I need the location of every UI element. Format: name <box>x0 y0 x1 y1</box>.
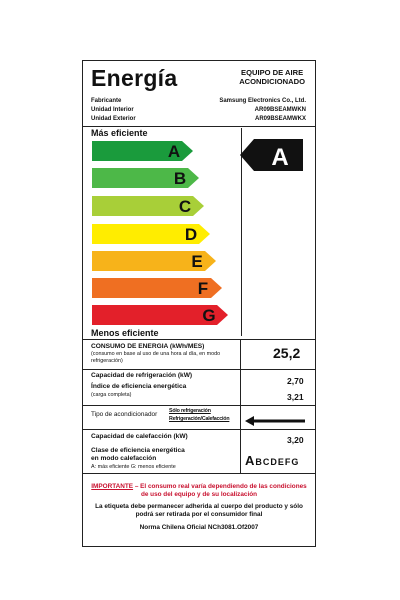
divider <box>83 126 315 127</box>
important-lead: IMPORTANTE <box>91 483 134 490</box>
heating-class-rating: A <box>245 453 256 468</box>
heating-class-scale <box>245 452 299 470</box>
least-efficient-label: Menos eficiente <box>91 328 159 338</box>
bar-letter-g: G <box>202 306 216 325</box>
norm-reference: Norma Chilena Oficial NCh3081.Of2007 <box>139 524 259 531</box>
type-option-cooling-heating: Refrigeración/Calefacción <box>169 416 230 422</box>
divider <box>83 369 315 370</box>
efficiency-index-note: (carga completa) <box>91 392 132 398</box>
label-title: Energía <box>91 65 178 91</box>
manufacturer-value: Samsung Electronics Co., Ltd. <box>219 98 306 104</box>
equipment-type-line1: EQUIPO DE AIRE <box>241 68 304 77</box>
most-efficient-label: Más eficiente <box>91 128 148 138</box>
energy-label <box>82 60 316 547</box>
heating-class-note: A: más eficiente G: menos eficiente <box>91 464 176 470</box>
efficiency-bar-c <box>92 196 205 216</box>
efficiency-bar-g <box>92 305 229 325</box>
efficiency-bar-e <box>92 251 217 271</box>
outdoor-unit-label: Unidad Exterior <box>91 116 136 122</box>
conditioner-type-label: Tipo de acondicionador <box>91 411 158 418</box>
bar-letter-a: A <box>167 142 181 161</box>
indoor-unit-value: AR09BSEAMWKN <box>254 107 306 113</box>
cell-divider <box>240 369 241 405</box>
indoor-unit-label: Unidad Interior <box>91 107 134 113</box>
efficiency-index-value: 3,21 <box>287 392 304 402</box>
bar-letter-d: D <box>184 225 198 244</box>
equipment-type <box>239 68 305 86</box>
efficiency-index-label: Índice de eficiencia energética <box>91 383 187 390</box>
divider <box>83 405 315 406</box>
bar-letter-b: B <box>173 169 187 188</box>
equipment-type-line2: ACONDICIONADO <box>239 77 305 86</box>
divider <box>83 429 315 430</box>
heating-capacity-value: 3,20 <box>287 435 304 445</box>
outdoor-unit-value: AR09BSEAMWKX <box>254 116 306 122</box>
retention-notice: La etiqueta debe permanecer adherida al cuerpo del producto y sólo podrá ser retirada por el consumidor final <box>95 503 303 518</box>
important-text: – El consumo real varía dependiendo de las condiciones de uso del equipo y de su localización <box>133 483 307 498</box>
consumption-label: CONSUMO DE ENERGIA (kWh/MES) <box>91 343 205 350</box>
bar-letter-e: E <box>191 252 203 271</box>
consumption-note: (consumo en base al uso de una hora al día, en modo refrigeración) <box>91 351 221 364</box>
cooling-capacity-label: Capacidad de refrigeración (kW) <box>91 372 193 379</box>
rating-arrow <box>240 139 304 176</box>
cell-divider <box>240 405 241 429</box>
heating-class-rest: BCDEFG <box>255 457 300 467</box>
cell-divider <box>240 339 241 369</box>
rating-letter: A <box>271 144 289 171</box>
efficiency-bar-f <box>92 278 223 298</box>
bar-letter-c: C <box>178 197 192 216</box>
consumption-value: 25,2 <box>273 345 301 361</box>
efficiency-bar-a <box>92 141 194 161</box>
type-option-cooling-only: Sólo refrigeración <box>169 408 211 414</box>
cell-divider <box>240 429 241 473</box>
heating-capacity-label: Capacidad de calefacción (kW) <box>91 433 188 440</box>
heating-class-label-2: en modo calefacción <box>91 455 157 462</box>
cooling-capacity-value: 2,70 <box>287 376 304 386</box>
bar-letter-f: F <box>197 279 209 298</box>
divider <box>83 473 315 474</box>
important-notice <box>87 483 311 499</box>
heating-class-label-1: Clase de eficiencia energética <box>91 447 185 454</box>
divider <box>83 339 315 340</box>
efficiency-bar-d <box>92 224 211 244</box>
efficiency-bar-b <box>92 168 200 188</box>
manufacturer-label: Fabricante <box>91 98 122 104</box>
